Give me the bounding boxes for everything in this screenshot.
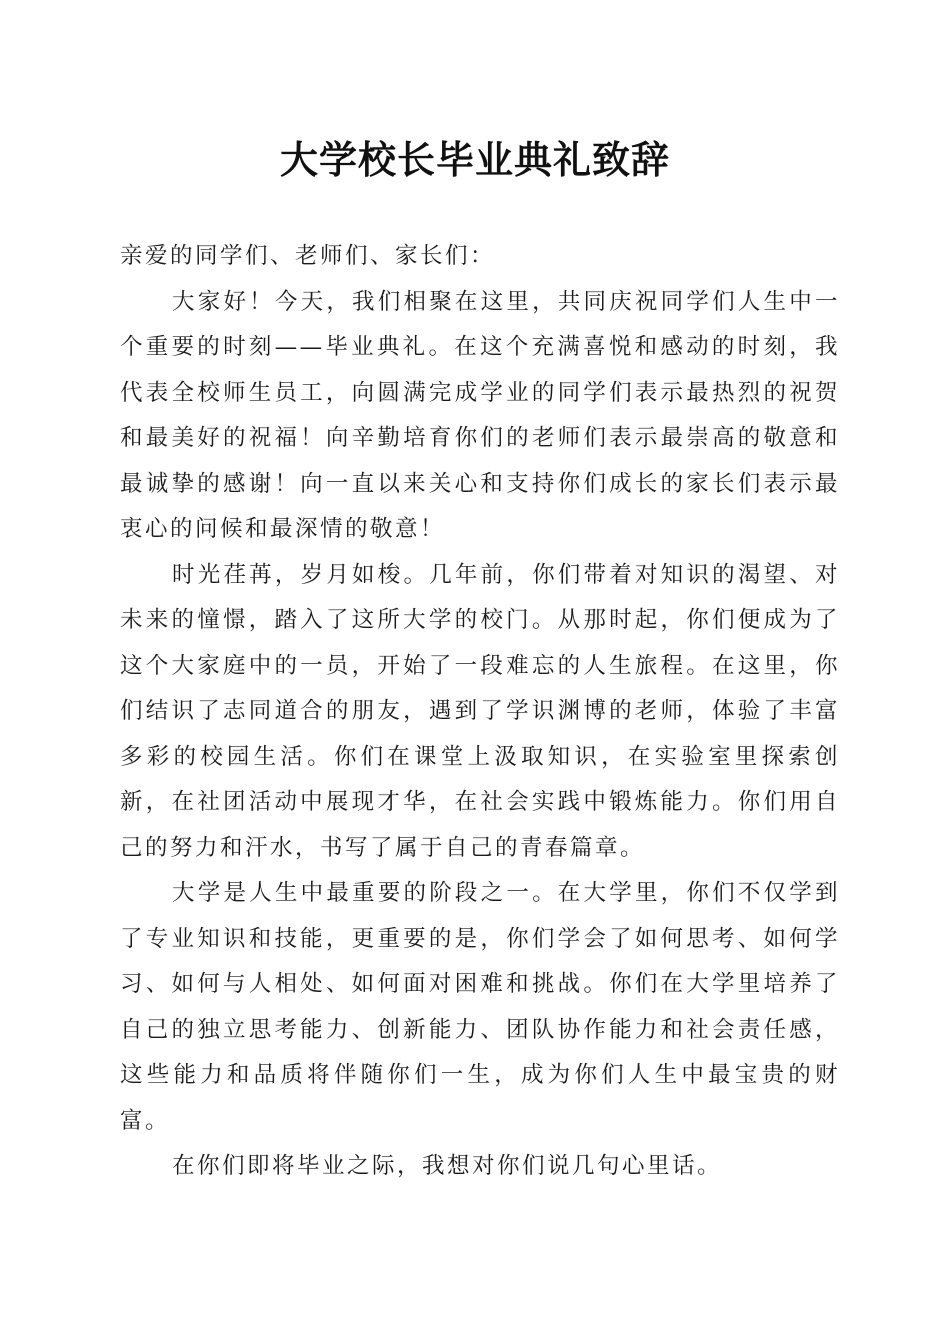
paragraph-4: 在你们即将毕业之际，我想对你们说几句心里话。 xyxy=(172,1153,723,1179)
paragraph-3: 大学是人生中最重要的阶段之一。在大学里，你们不仅学到了专业知识和技能，更重要的是，你们学会了如何思考、如何学习、如何与人相处、如何面对困难和挑战。你们在大学里培养了自己的独立思考能力、创新能力、团队协作能力和社会责任感，这些能力和品质将伴随你们一生，成为你们人生中最宝贵的财富。 xyxy=(120,880,840,1134)
paragraph-1: 大家好！今天，我们相聚在这里，共同庆祝同学们人生中一个重要的时刻——毕业典礼。在这个充满喜悦和感动的时刻，我代表全校师生员工，向圆满完成学业的同学们表示最热烈的祝贺和最美好的祝福！向辛勤培育你们的老师们表示最崇高的敬意和最诚挚的感谢！向一直以来关心和支持你们成长的家长们表示最衷心的问候和最深情的敬意！ xyxy=(120,288,840,542)
paragraph-2: 时光荏苒，岁月如梭。几年前，你们带着对知识的渴望、对未来的憧憬，踏入了这所大学的校门。从那时起，你们便成为了这个大家庭中的一员，开始了一段难忘的人生旅程。在这里，你们结识了志同道合的朋友，遇到了学识渊博的老师，体验了丰富多彩的校园生活。你们在课堂上汲取知识，在实验室里探索创新，在社团活动中展现才华，在社会实践中锻炼能力。你们用自己的努力和汗水，书写了属于自己的青春篇章。 xyxy=(120,561,840,861)
document-title: 大学校长毕业典礼致辞 xyxy=(279,137,670,182)
document-body xyxy=(120,234,840,1190)
greeting-line: 亲爱的同学们、老师们、家长们： xyxy=(120,243,496,269)
